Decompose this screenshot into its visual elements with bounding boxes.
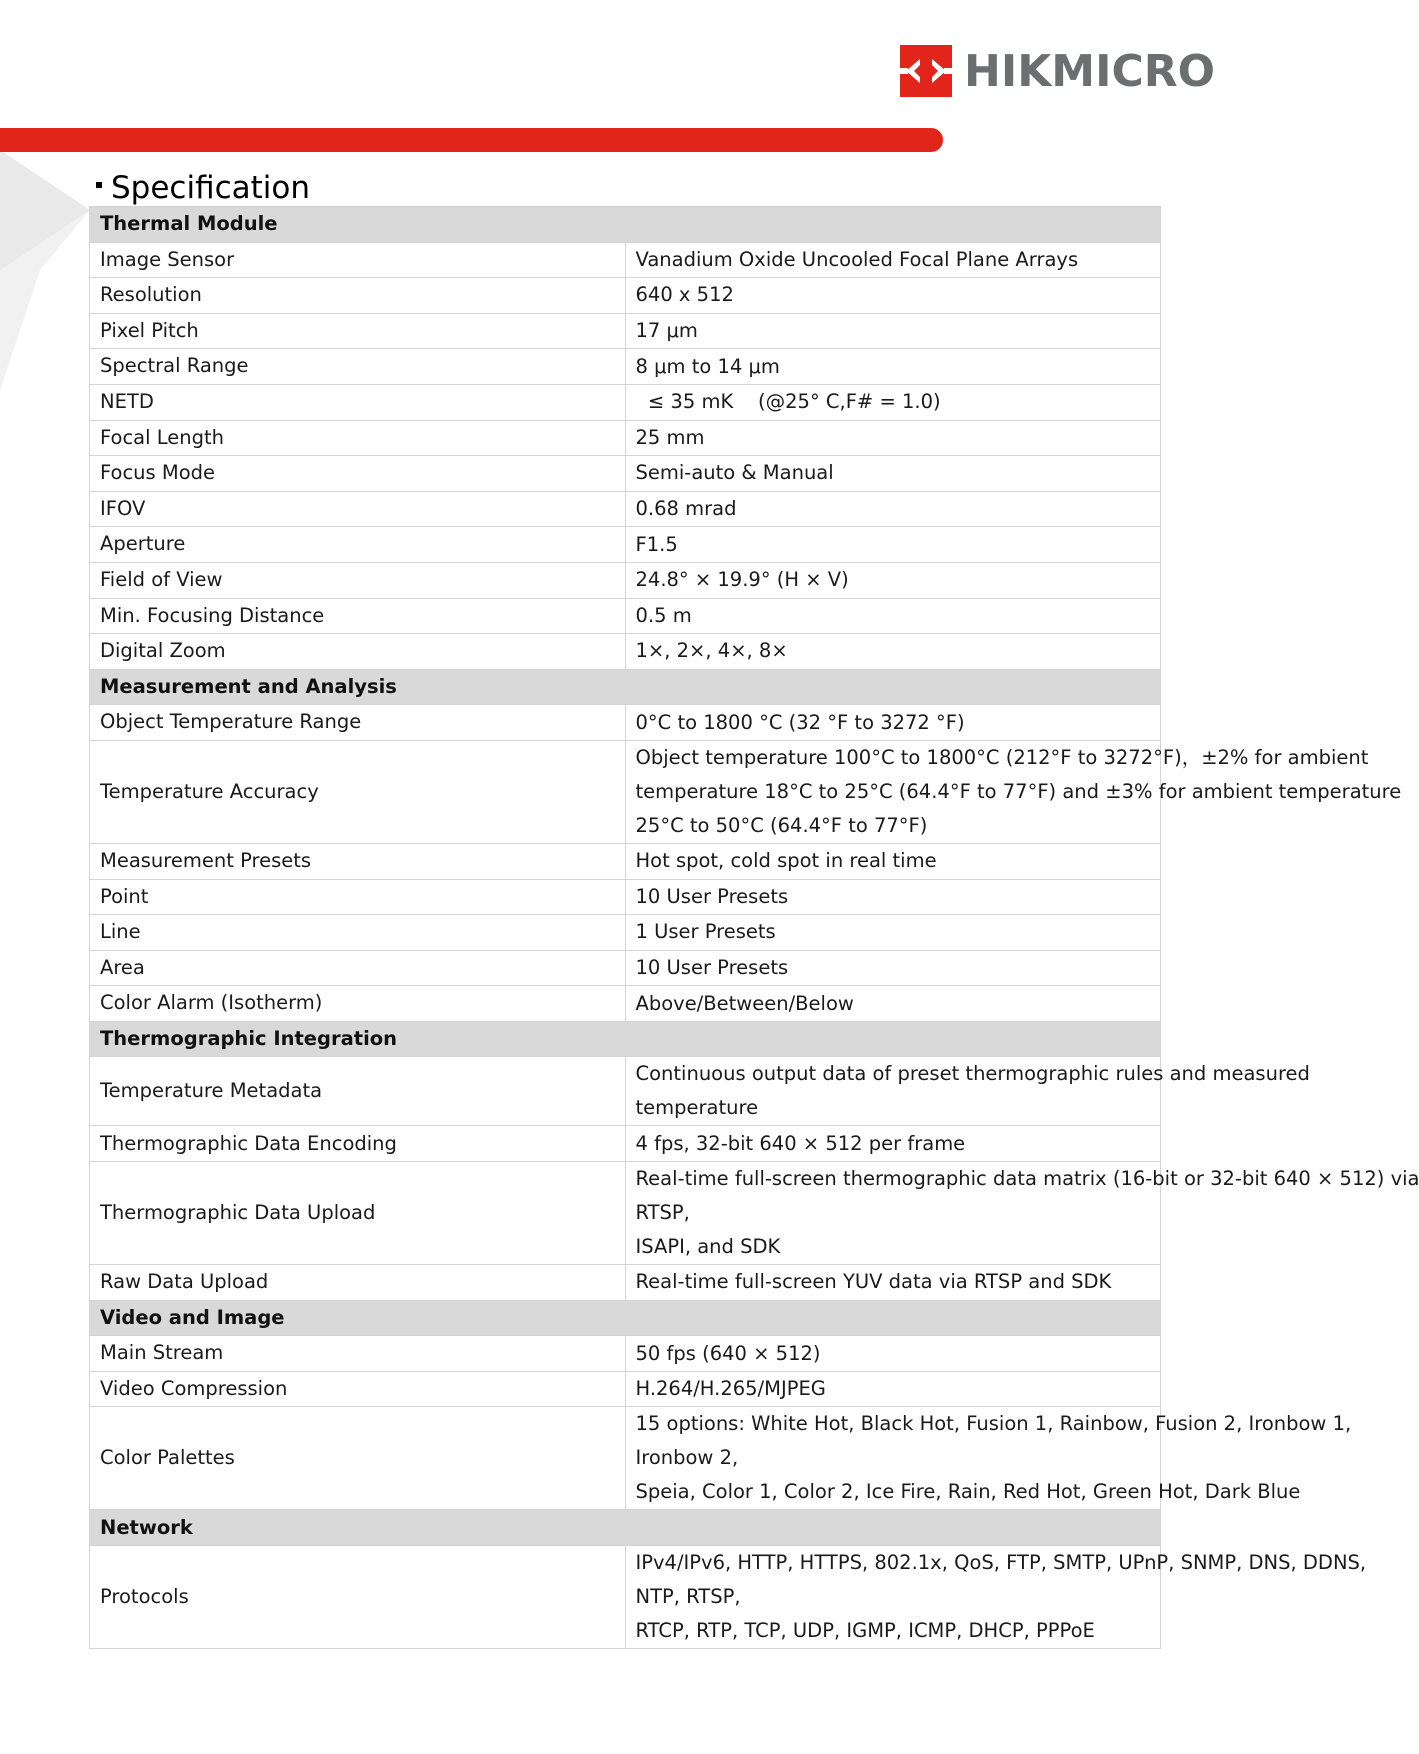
section-title: Video and Image <box>90 1300 1161 1336</box>
spec-value <box>625 986 1161 1022</box>
spec-value <box>625 598 1161 634</box>
spec-value-line: Real-time full-screen thermographic data matrix (16-bit or 32-bit 640 × 512) via <box>635 1167 1419 1191</box>
spec-value-line: 17 μm <box>635 319 698 343</box>
spec-value-line: Above/Between/Below <box>635 991 854 1015</box>
table-row <box>90 1546 1161 1649</box>
table-row <box>90 598 1161 634</box>
spec-value <box>625 562 1161 598</box>
spec-value <box>625 278 1161 314</box>
spec-label: Raw Data Upload <box>90 1265 626 1301</box>
table-row <box>90 349 1161 385</box>
spec-value-line: 50 fps (640 × 512) <box>635 1341 821 1365</box>
spec-value-line: 1 User Presets <box>635 920 776 944</box>
spec-value-line: 10 User Presets <box>635 884 789 908</box>
spec-label: Color Palettes <box>90 1407 626 1510</box>
spec-value <box>625 843 1161 879</box>
spec-value <box>625 950 1161 986</box>
spec-label: Temperature Accuracy <box>90 740 626 843</box>
specification-table <box>89 206 1419 1649</box>
spec-label: Color Alarm (Isotherm) <box>90 986 626 1022</box>
table-row <box>90 456 1161 492</box>
spec-label: Line <box>90 915 626 951</box>
spec-value <box>625 242 1161 278</box>
spec-value-line: 15 options: White Hot, Black Hot, Fusion 1, Rainbow, Fusion 2, Ironbow 1, <box>635 1412 1352 1436</box>
spec-value-line: H.264/H.265/MJPEG <box>635 1377 826 1401</box>
spec-value-line: RTSP, <box>635 1201 690 1225</box>
table-row <box>90 491 1161 527</box>
spec-label: NETD <box>90 384 626 420</box>
spec-value-line: IPv4/IPv6, HTTP, HTTPS, 802.1x, QoS, FTP, SMTP, UPnP, SNMP, DNS, DDNS, <box>635 1551 1367 1575</box>
spec-value <box>625 420 1161 456</box>
table-row <box>90 313 1161 349</box>
spec-value-line: 0.5 m <box>635 603 692 627</box>
spec-label: Area <box>90 950 626 986</box>
table-row <box>90 1265 1161 1301</box>
table-row <box>90 278 1161 314</box>
header-red-bar <box>0 128 943 152</box>
spec-value-line: F1.5 <box>635 532 678 556</box>
table-row <box>90 986 1161 1022</box>
spec-label: Focal Length <box>90 420 626 456</box>
decorative-watermark <box>0 150 90 390</box>
spec-label: Min. Focusing Distance <box>90 598 626 634</box>
table-row <box>90 705 1161 741</box>
spec-value <box>625 634 1161 670</box>
spec-value <box>625 1407 1352 1510</box>
spec-value-line: 25°C to 50°C (64.4°F to 77°F) <box>635 813 928 837</box>
spec-label: Thermographic Data Encoding <box>90 1126 626 1162</box>
table-row <box>90 740 1161 843</box>
spec-value <box>625 313 1161 349</box>
spec-value <box>625 915 1161 951</box>
table-row <box>90 915 1161 951</box>
spec-value-line: 24.8° × 19.9° (H × V) <box>635 568 849 592</box>
section-header <box>90 1021 1161 1057</box>
table-row <box>90 1126 1161 1162</box>
spec-value-line: ≤ 35 mK (@25° C,F# = 1.0) <box>635 390 941 414</box>
spec-value-line: 1×, 2×, 4×, 8× <box>635 639 788 663</box>
spec-value-line: 10 User Presets <box>635 955 789 979</box>
section-header <box>90 669 1161 705</box>
spec-label: Main Stream <box>90 1336 626 1372</box>
specification-table-body <box>90 207 1419 1649</box>
spec-value-line: 0.68 mrad <box>635 497 737 521</box>
table-row <box>90 950 1161 986</box>
spec-value-line: temperature 18°C to 25°C (64.4°F to 77°F) and ±3% for ambient temperature <box>635 779 1402 803</box>
spec-label: Aperture <box>90 527 626 563</box>
table-row <box>90 843 1161 879</box>
section-header <box>90 207 1161 243</box>
spec-value-line: 640 x 512 <box>635 283 734 307</box>
spec-label: Thermographic Data Upload <box>90 1162 626 1265</box>
spec-value-line: RTCP, RTP, TCP, UDP, IGMP, ICMP, DHCP, PPPoE <box>635 1619 1095 1643</box>
spec-label: Protocols <box>90 1546 626 1649</box>
table-row <box>90 527 1161 563</box>
spec-value-line: NTP, RTSP, <box>635 1585 741 1609</box>
spec-value-line: Speia, Color 1, Color 2, Ice Fire, Rain, Red Hot, Green Hot, Dark Blue <box>635 1480 1301 1504</box>
spec-value <box>625 1162 1419 1265</box>
spec-label: IFOV <box>90 491 626 527</box>
spec-value-line: Semi-auto & Manual <box>635 461 834 485</box>
bullet-icon <box>96 182 102 188</box>
spec-label: Resolution <box>90 278 626 314</box>
section-header <box>90 1510 1161 1546</box>
spec-label: Spectral Range <box>90 349 626 385</box>
spec-value-line: Hot spot, cold spot in real time <box>635 849 937 873</box>
table-row <box>90 1407 1161 1510</box>
brand-name: HIKMICRO <box>964 45 1216 97</box>
table-row <box>90 1371 1161 1407</box>
hikmicro-logo <box>900 45 1215 97</box>
spec-value <box>625 705 1161 741</box>
spec-value-line: 4 fps, 32-bit 640 × 512 per frame <box>635 1131 966 1155</box>
table-row <box>90 1162 1161 1265</box>
spec-label: Field of View <box>90 562 626 598</box>
spec-value-line: temperature <box>635 1096 759 1120</box>
spec-value <box>625 1126 1161 1162</box>
spec-value <box>625 384 1161 420</box>
table-row <box>90 634 1161 670</box>
hikmicro-logo-icon <box>900 45 952 97</box>
spec-label: Object Temperature Range <box>90 705 626 741</box>
spec-value-line: Continuous output data of preset thermographic rules and measured <box>635 1062 1310 1086</box>
table-row <box>90 242 1161 278</box>
spec-label: Temperature Metadata <box>90 1057 626 1126</box>
table-row <box>90 1057 1161 1126</box>
table-row <box>90 384 1161 420</box>
spec-value-line: Ironbow 2, <box>635 1446 739 1470</box>
section-title: Network <box>90 1510 1161 1546</box>
spec-value-line: 0°C to 1800 °C (32 °F to 3272 °F) <box>635 710 965 734</box>
spec-value <box>625 456 1161 492</box>
table-row <box>90 562 1161 598</box>
spec-value <box>625 1265 1161 1301</box>
spec-label: Pixel Pitch <box>90 313 626 349</box>
page-title-text: Specification <box>111 170 311 206</box>
section-title: Thermographic Integration <box>90 1021 1161 1057</box>
spec-value-line: 8 μm to 14 μm <box>635 354 780 378</box>
spec-label: Focus Mode <box>90 456 626 492</box>
spec-label: Image Sensor <box>90 242 626 278</box>
spec-value <box>625 527 1161 563</box>
table-row <box>90 1336 1161 1372</box>
spec-value <box>625 1336 1161 1372</box>
section-title: Measurement and Analysis <box>90 669 1161 705</box>
spec-label: Video Compression <box>90 1371 626 1407</box>
spec-value <box>625 491 1161 527</box>
spec-value <box>625 1057 1310 1126</box>
spec-value-line: ISAPI, and SDK <box>635 1235 781 1259</box>
spec-value-line: Vanadium Oxide Uncooled Focal Plane Arrays <box>635 247 1079 271</box>
spec-label: Digital Zoom <box>90 634 626 670</box>
spec-value <box>625 1371 1161 1407</box>
table-row <box>90 879 1161 915</box>
spec-label: Measurement Presets <box>90 843 626 879</box>
spec-value <box>625 879 1161 915</box>
spec-value <box>625 1546 1367 1649</box>
spec-value-line: 25 mm <box>635 425 705 449</box>
section-header <box>90 1300 1161 1336</box>
spec-value <box>625 349 1161 385</box>
table-row <box>90 420 1161 456</box>
section-title: Thermal Module <box>90 207 1161 243</box>
spec-value-line: Real-time full-screen YUV data via RTSP and SDK <box>635 1270 1112 1294</box>
page-title <box>96 170 310 206</box>
spec-label: Point <box>90 879 626 915</box>
spec-value-line: Object temperature 100°C to 1800°C (212°F to 3272°F)，±2% for ambient <box>635 745 1369 769</box>
spec-value <box>625 740 1402 843</box>
